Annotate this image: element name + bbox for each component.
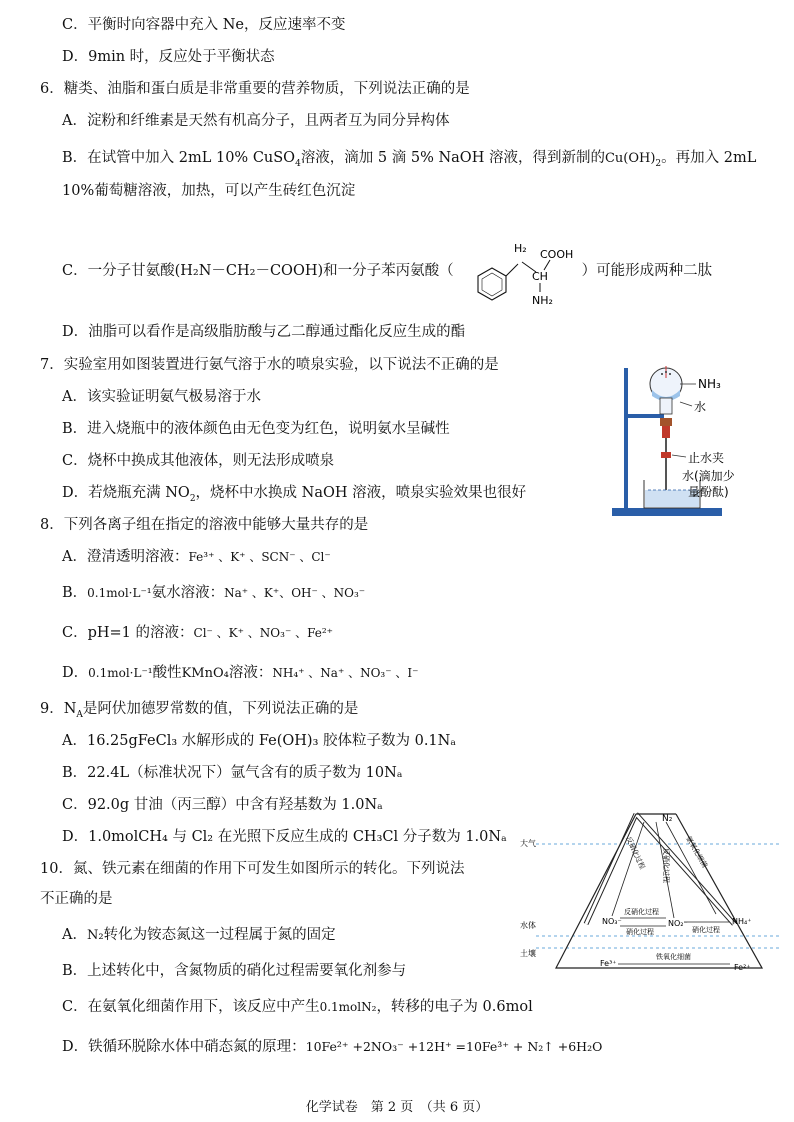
- fig-clamp-label: 止水夹: [688, 451, 725, 465]
- label-denitrification-vertical: 反硝化过程: [662, 848, 670, 883]
- option-5d: D．9min 时，反应处于平衡状态: [62, 49, 275, 65]
- option-10d: D．铁循环脱除水体中硝态氮的原理：10Fe²⁺ +2NO₃⁻ +12H⁺ =10Fe³⁺ + N₂↑ +6H₂O: [62, 1039, 603, 1055]
- option-6b-line1: B．在试管中加入 2mL 10% CuSO$_4$溶液，滴加 5 滴 5% NaOH 溶液，得到新制的$Cu(OH)_2$。再加入 2mL: [62, 150, 757, 169]
- option-10c: C．在氨氧化细菌作用下，该反应中产生0.1molN₂，转移的电子为 0.6mol: [62, 999, 533, 1015]
- question-10-stem-line1: 10．氮、铁元素在细菌的作用下可发生如图所示的转化。下列说法: [40, 861, 465, 877]
- species-nh4: NH₄⁺: [732, 917, 752, 926]
- fig-water2-label: 水(滴加少: [682, 469, 735, 483]
- option-8a: A．澄清透明溶液：Fe³⁺ 、K⁺ 、SCN⁻ 、Cl⁻: [62, 549, 331, 565]
- option-7c: C．烧杯中换成其他液体，则无法形成喷泉: [62, 453, 335, 469]
- struct-ch: CH: [532, 270, 548, 283]
- question-7-stem: 7．实验室用如图装置进行氨气溶于水的喷泉实验，以下说法不正确的是: [40, 357, 499, 373]
- question-8-stem: 8．下列各离子组在指定的溶液中能够大量共存的是: [40, 517, 369, 533]
- fig-nh3-label: NH₃: [698, 377, 721, 391]
- option-8c: C．pH=1 的溶液：Cl⁻ 、K⁺ 、NO₃⁻ 、Fe²⁺: [62, 625, 334, 641]
- struct-nh2: NH₂: [532, 294, 553, 307]
- species-n2: N₂: [662, 814, 673, 824]
- fig-water-label: 水: [694, 400, 707, 414]
- page-footer: 化学试卷 第 2 页 （共 6 页）: [305, 1100, 489, 1115]
- species-fe2: Fe²⁺: [734, 963, 751, 972]
- option-9a: A．16.25gFeCl₃ 水解形成的 Fe(OH)₃ 胶体粒子数为 0.1Nₐ: [62, 733, 456, 749]
- option-10a: A．N₂转化为铵态氮这一过程属于氮的固定: [62, 927, 336, 943]
- label-nitrification-1: 硝化过程: [626, 928, 654, 936]
- phenylalanine-structure: [458, 238, 590, 310]
- struct-h2: H₂: [514, 242, 527, 255]
- option-7a: A．该实验证明氨气极易溶于水: [62, 389, 261, 405]
- option-10b: B．上述转化中，含氮物质的硝化过程需要氧化剂参与: [62, 963, 407, 979]
- species-no2: NO₂⁻: [668, 919, 688, 928]
- layer-soil: 土壤: [520, 949, 536, 958]
- option-6c: C．一分子甘氨酸(H₂N－CH₂－COOH)和一分子苯丙氨酸（ ）可能形成两种二肽: [62, 263, 713, 279]
- option-6b-line2: 10%葡萄糖溶液，加热，可以产生砖红色沉淀: [62, 183, 356, 199]
- label-iron-bacteria: 铁氧化细菌: [656, 953, 691, 961]
- question-6-stem: 6．糖类、油脂和蛋白质是非常重要的营养物质，下列说法正确的是: [40, 81, 470, 97]
- label-right-diagonal: 氨氧化细菌: [684, 835, 709, 870]
- option-7b: B．进入烧瓶中的液体颜色由无色变为红色，说明氨水呈碱性: [62, 421, 450, 437]
- label-left-diagonal: 反硝化过程: [624, 835, 647, 871]
- option-9c: C．92.0g 甘油（丙三醇）中含有羟基数为 1.0Nₐ: [62, 797, 383, 813]
- label-nitrification-2: 硝化过程: [692, 926, 720, 934]
- option-9d: D．1.0molCH₄ 与 Cl₂ 在光照下反应生成的 CH₃Cl 分子数为 1.0Nₐ: [62, 829, 507, 845]
- option-5c: C．平衡时向容器中充入 Ne，反应速率不变: [62, 17, 346, 33]
- option-8d: D．0.1mol·L⁻¹酸性KMnO₄溶液：NH₄⁺ 、Na⁺ 、NO₃⁻ 、I⁻: [62, 665, 419, 681]
- fig-water3-label: 量酚酞): [688, 485, 729, 499]
- option-9b: B．22.4L（标准状况下）氩气含有的质子数为 10Nₐ: [62, 765, 403, 781]
- question-9-stem: 9．$N_A$是阿伏加德罗常数的值，下列说法正确的是: [40, 701, 359, 720]
- question-10-stem-line2: 不正确的是: [40, 891, 113, 907]
- layer-water: 水体: [520, 921, 536, 930]
- struct-cooh: COOH: [540, 248, 574, 261]
- option-6d: D．油脂可以看作是高级脂肪酸与乙二醇通过酯化反应生成的酯: [62, 324, 466, 340]
- option-8b: B．0.1mol·L⁻¹氨水溶液：Na⁺ 、K⁺、OH⁻ 、NO₃⁻: [62, 585, 366, 601]
- label-denitrification: 反硝化过程: [624, 908, 659, 916]
- nitrogen-iron-cycle-figure: [516, 808, 788, 986]
- fountain-apparatus-figure: [604, 362, 754, 522]
- option-7d: D．若烧瓶充满 $NO_2$，烧杯中水换成 NaOH 溶液，喷泉实验效果也很好: [62, 485, 527, 504]
- species-fe3: Fe³⁺: [600, 959, 617, 968]
- layer-air: 大气: [520, 839, 536, 848]
- species-no3: NO₃⁻: [602, 917, 622, 926]
- option-6a: A．淀粉和纤维素是天然有机高分子，且两者互为同分异构体: [62, 113, 450, 129]
